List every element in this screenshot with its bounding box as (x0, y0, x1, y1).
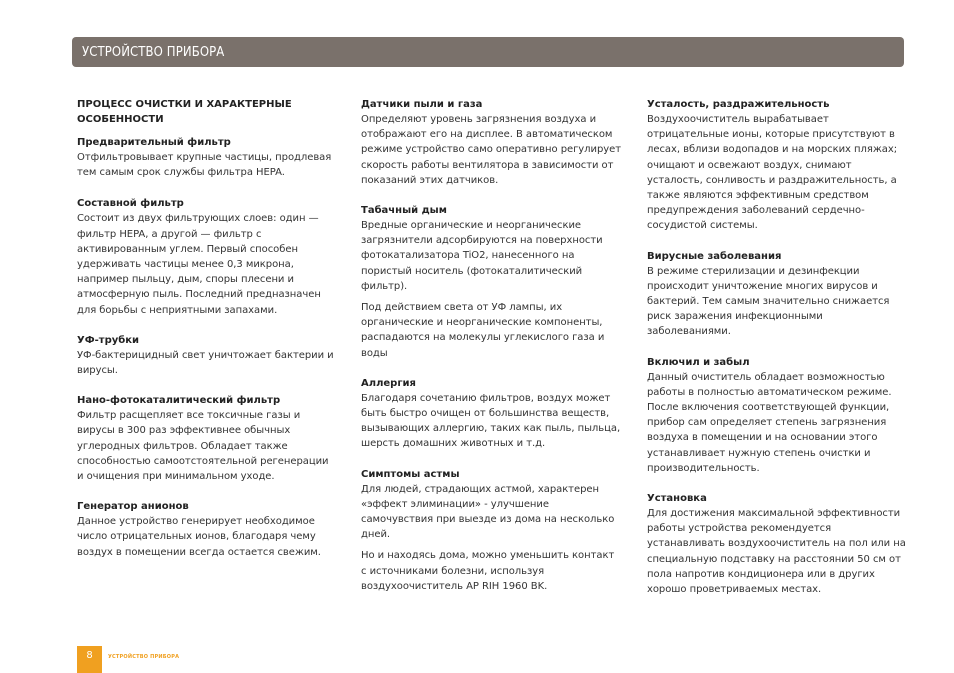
section-text: Данный очиститель обладает возможностью работы в полностью автоматическом режиме. После включения соответствующей функции, прибор сам определяет степень загрязнения воздуха в помещении и на основании этого устанавливает нужную степень очистки и производительность. (647, 371, 892, 474)
section-text: Определяют уровень загрязнения воздуха и отображают его на дисплее. В автоматическом режиме устройство само оперативно регулирует скорость работы вентилятора в зависимости от показаний этих датчиков. (361, 114, 622, 186)
section-title: УФ-трубки (77, 334, 140, 346)
section-title: Датчики пыли и газа (361, 99, 483, 110)
section-title: Генератор анионов (77, 501, 189, 513)
section-text: Данное устройство генерирует необходимое число отрицательных ионов, благодаря чему воздух в помещении всегда остается свежим. (77, 516, 321, 558)
section-text: Фильтр расщепляет все токсичные газы и вирусы в 300 раз эффективнее обычных углеродных фильтров. Обладает также способностью самоотстоятельной регенерации и очищения при минимальном уходе. (77, 410, 329, 483)
section-header-bar (72, 37, 904, 67)
section-text: Для людей, страдающих астмой, характерен «эффект элиминации» - улучшение самочувствия при выезде из дома на несколько дней. (361, 483, 615, 541)
section-uv-tubes (77, 333, 335, 378)
section-composite-filter (77, 196, 335, 317)
section-title: Установка (647, 493, 707, 505)
section-title: Аллергия (361, 377, 416, 389)
section-set-and-forget (647, 355, 907, 476)
section-text: Но и находясь дома, можно уменьшить контакт с источниками болезни, используя воздухоочиститель AP RIH 1960 BK. (361, 550, 615, 592)
column-3 (647, 97, 907, 609)
section-text: Под действием света от УФ лампы, их органические и неорганические компоненты, распадаются на молекулы углекислого газа и воды (361, 302, 605, 359)
section-text: Вредные органические и неорганические загрязнители адсорбируются на поверхности фотокатализатора TiO2, нанесенного на пористый носитель (фотокаталитический фильтр). (361, 220, 603, 292)
section-allergy (361, 376, 621, 452)
footer-section-label: УСТРОЙСТВО ПРИБОРА (108, 654, 180, 660)
section-text: Благодаря сочетанию фильтров, воздух может быть быстро очищен от большинства веществ, вызывающих аллергию, таких как пыль, пыльца, шерсть домашних животных и т.д. (361, 392, 621, 450)
section-anion-generator (77, 499, 335, 560)
section-viral-diseases (647, 249, 907, 340)
section-title: Вирусные заболевания (647, 250, 782, 262)
column-1 (77, 97, 335, 572)
section-fatigue (647, 97, 907, 234)
section-title: Предварительный фильтр (77, 137, 231, 148)
section-nano-filter (77, 393, 335, 484)
section-title: Составной фильтр (77, 198, 184, 210)
section-text: Отфильтровывает крупные частицы, продлевая тем самым срок службы фильтра HEPA. (77, 152, 332, 179)
section-header-title: УСТРОЙСТВО ПРИБОРА (82, 44, 225, 60)
page-number: 8 (77, 646, 102, 673)
section-heading (77, 97, 335, 127)
section-title: Нано-фотокаталитический фильтр (77, 395, 281, 407)
section-tobacco-smoke (361, 203, 621, 361)
section-text: В режиме стерилизации и дезинфекции происходит уничтожение многих вирусов и бактерий. Тем самым значительно снижается риск заражения инфекционными заболеваниями. (647, 265, 890, 338)
section-title: Симптомы астмы (361, 468, 460, 480)
section-text: Состоит из двух фильтрующих слоев: один — фильтр HEPA, а другой — фильтр с активированным углем. Первый способен удерживать частицы менее 0,3 микрона, например пыльцу, дым, споры плесени и атмосферную пыль. Последний предназначен для борьбы с неприятными запахами. (77, 213, 321, 316)
page-heading: ПРОЦЕСС ОЧИСТКИ И ХАРАКТЕРНЫЕ ОСОБЕННОСТИ (77, 99, 292, 125)
section-title: Включил и забыл (647, 356, 750, 368)
section-title: Усталость, раздражительность (647, 99, 830, 110)
section-text: УФ-бактерицидный свет уничтожает бактерии и вирусы. (77, 349, 334, 377)
section-title: Табачный дым (361, 205, 447, 217)
column-2 (361, 97, 621, 606)
section-dust-gas-sensors (361, 97, 621, 188)
section-installation (647, 491, 907, 597)
section-text: Воздухоочиститель вырабатывает отрицательные ионы, которые присутствуют в лесах, вблизи водопадов и на морских пляжах; очищают и освежают воздух, снимают усталость, сонливость и раздражительность, а также являются эффективным средством предупреждения заболеваний сердечно-сосудистой системы. (647, 114, 898, 232)
section-prefilter (77, 135, 335, 180)
section-text: Для достижения максимальной эффективности работы устройства рекомендуется устанавливать воздухоочиститель на пол или на специальную подставку на расстоянии 50 см от пола напротив кондиционера или в других хорошо проветриваемых местах. (647, 508, 906, 596)
section-asthma (361, 467, 621, 594)
